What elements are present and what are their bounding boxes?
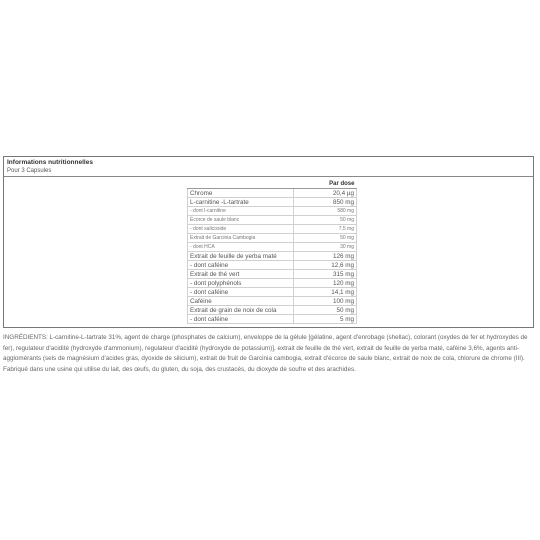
nutrient-value: 5 mg xyxy=(294,315,357,324)
nutrient-value: 120 mg xyxy=(294,279,357,288)
nutrient-value: 12,6 mg xyxy=(294,261,357,270)
table-header-empty xyxy=(188,180,294,189)
table-row xyxy=(188,315,357,324)
nutrient-name: - dont caféine xyxy=(188,261,294,270)
table-row xyxy=(188,261,357,270)
nutrient-value: 850 mg xyxy=(294,198,357,207)
nutrient-name: - dont l-carnitine xyxy=(188,207,294,216)
nutrient-name: Caféine xyxy=(188,297,294,306)
nutrient-name: Extrait de grain de noix de cola xyxy=(188,306,294,315)
nutrient-name: Écorce de saule blanc xyxy=(188,216,294,225)
nutrition-panel xyxy=(3,156,534,328)
nutrient-value: 30 mg xyxy=(294,243,357,252)
table-row xyxy=(188,270,357,279)
nutrient-name: Extrait de thé vert xyxy=(188,270,294,279)
table-row xyxy=(188,198,357,207)
nutrient-name: - dont polyphénols xyxy=(188,279,294,288)
table-row xyxy=(188,225,357,234)
nutrient-value: 126 mg xyxy=(294,252,357,261)
table-row xyxy=(188,243,357,252)
nutrient-name: Chrome xyxy=(188,189,294,198)
table-row xyxy=(188,189,357,198)
table-row xyxy=(188,288,357,297)
nutrient-name: L-carnitine -L-tartrate xyxy=(188,198,294,207)
ingredients-text: INGRÉDIENTS: L-carnitine-L-tartrate 31%, agent de charge (phosphates de calcium), enveloppe de la gélule [gélatine, agent d'enrobage (shellac), colorant (oxydes de fer et hydroxydes de fer), regulateur d'acidité (hydroxyde d'ammonium), regulateur d'acidité (hydroxyde de potassium)], extrait de feuille de thé vert, extrait de feuille de yerba maté, caféine 3,6%, agents anti-agglomérants (sels de magnésium d'acides gras, dyoxide de silicium), extrait de fruit de Garcinia cambogia, extrait d'écorce de saule blanc, extrait de noix de cola, chlorure de chrome (III). Fabriqué dans une usine qui utilise du lait, des œufs, du gluten, du soja, des crustacés, du dioxyde de soufre et des arachides. xyxy=(3,334,528,373)
nutrient-name: Extrait de Garcinia Cambogia xyxy=(188,234,294,243)
nutrient-name: Extrait de feuille de yerba maté xyxy=(188,252,294,261)
divider xyxy=(4,176,533,177)
table-row xyxy=(188,297,357,306)
nutrient-name: - dont salicoside xyxy=(188,225,294,234)
nutrient-value: 100 mg xyxy=(294,297,357,306)
nutrient-value: 14,1 mg xyxy=(294,288,357,297)
table-row xyxy=(188,234,357,243)
panel-subtitle: Pour 3 Capsules xyxy=(7,168,52,174)
table-row xyxy=(188,252,357,261)
table-row xyxy=(188,279,357,288)
nutrient-name: - dont caféine xyxy=(188,288,294,297)
column-header-per-dose: Par dose xyxy=(294,180,357,189)
table-header-row xyxy=(188,180,357,189)
nutrient-value: 50 mg xyxy=(294,306,357,315)
nutrient-value: 20,4 µg xyxy=(294,189,357,198)
nutrient-value: 7,5 mg xyxy=(294,225,357,234)
nutrient-value: 50 mg xyxy=(294,234,357,243)
nutrient-value: 315 mg xyxy=(294,270,357,279)
nutrient-value: 580 mg xyxy=(294,207,357,216)
table-row xyxy=(188,216,357,225)
nutrient-name: - dont caféine xyxy=(188,315,294,324)
table-row xyxy=(188,306,357,315)
nutrient-name: - dont HCA xyxy=(188,243,294,252)
panel-title: Informations nutritionnelles xyxy=(7,159,93,166)
nutrient-value: 50 mg xyxy=(294,216,357,225)
nutrition-table xyxy=(187,180,357,324)
table-row xyxy=(188,207,357,216)
